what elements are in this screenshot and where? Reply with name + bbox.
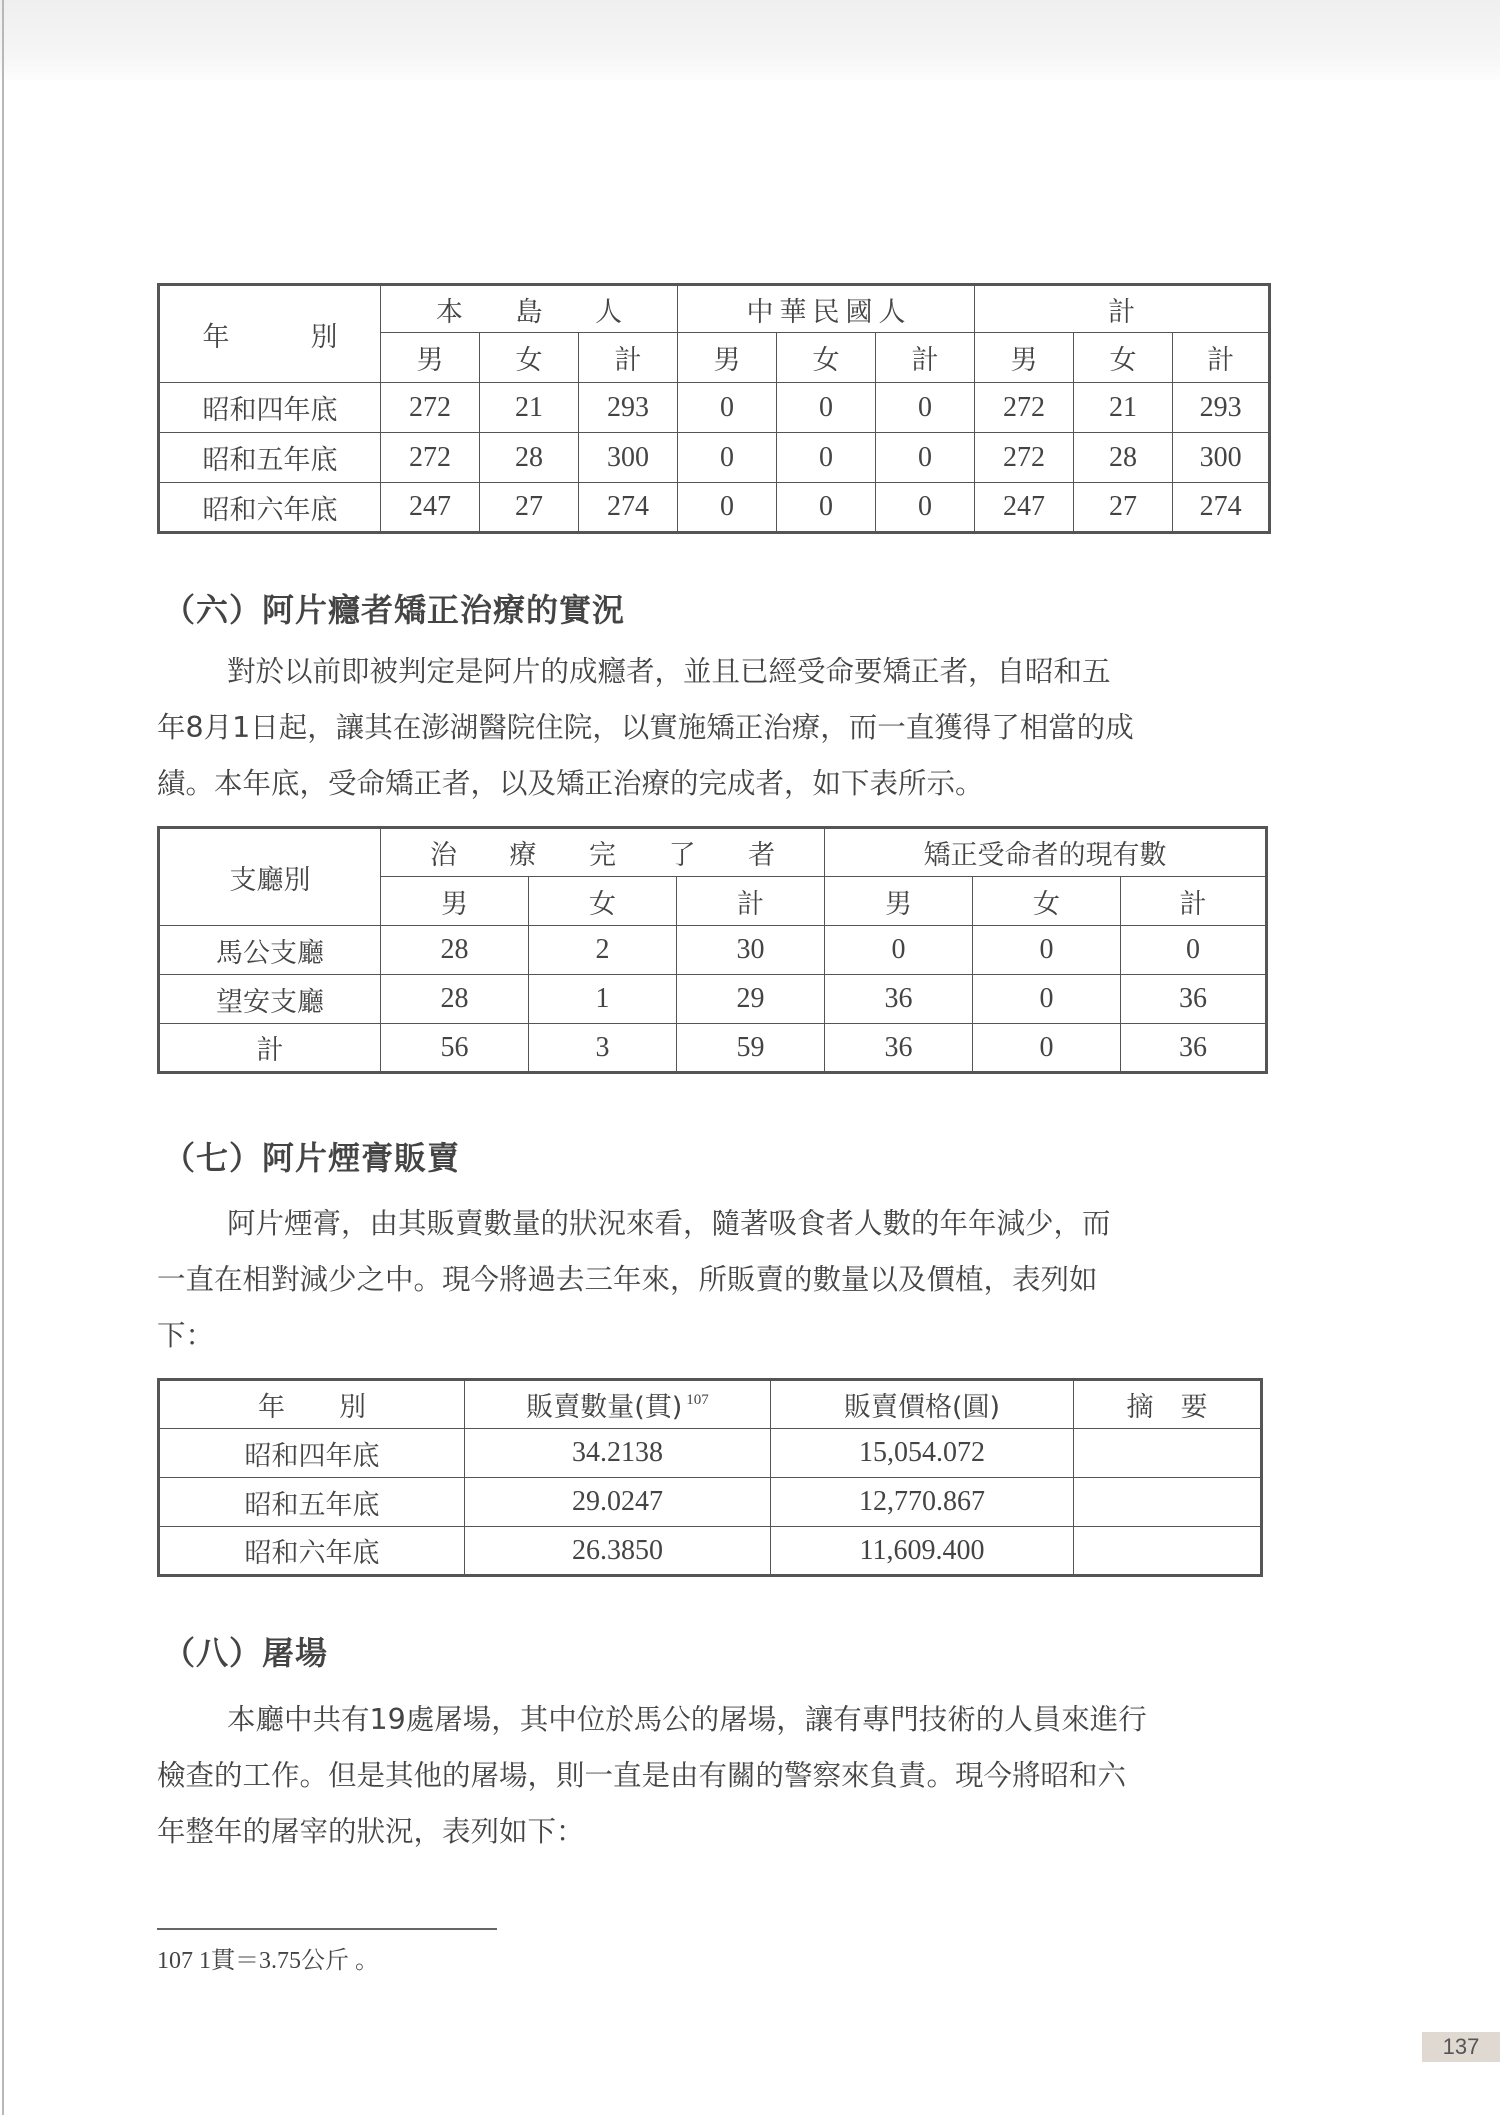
cell: 0 [777, 383, 876, 433]
section-8-paragraph [157, 1692, 1272, 1860]
footnote-107: 107 1貫＝3.75公斤 。 [157, 1948, 379, 1974]
header-female: 女 [777, 333, 876, 383]
cell: 36 [825, 1024, 973, 1073]
cell: 0 [876, 383, 975, 433]
cell: 0 [973, 975, 1121, 1024]
cell: 272 [381, 433, 480, 483]
header-price: 販賣價格(圓) [771, 1380, 1074, 1429]
cell: 27 [1074, 483, 1173, 533]
row-year: 昭和五年底 [159, 433, 381, 483]
cell-quantity: 29.0247 [465, 1478, 771, 1527]
row-year: 昭和六年底 [159, 483, 381, 533]
section-heading-7: （七）阿片煙膏販賣 [163, 1139, 461, 1177]
page-binding-edge [2, 0, 4, 2115]
cell: 29 [677, 975, 825, 1024]
header-total: 計 [677, 877, 825, 926]
table-row [159, 1429, 1262, 1478]
row-branch: 馬公支廳 [159, 926, 381, 975]
cell: 56 [381, 1024, 529, 1073]
cell-remarks [1074, 1478, 1262, 1527]
footnote-ref[interactable]: 107 [686, 1392, 709, 1408]
cell: 0 [678, 383, 777, 433]
header-male: 男 [825, 877, 973, 926]
paragraph-line: 阿片煙膏，由其販賣數量的狀況來看，隨著吸食者人數的年年減少，而 [227, 1207, 1111, 1240]
cell: 36 [825, 975, 973, 1024]
table-row [159, 483, 1270, 533]
header-total: 計 [1173, 333, 1270, 383]
header-group-total: 計 [975, 285, 1270, 333]
cell: 0 [678, 483, 777, 533]
row-branch: 望安支廳 [159, 975, 381, 1024]
header-group-roc: 中華民國人 [678, 285, 975, 333]
cell: 272 [975, 383, 1074, 433]
header-male: 男 [975, 333, 1074, 383]
table-header-row [159, 828, 1267, 877]
cell: 21 [1074, 383, 1173, 433]
footnote-divider [157, 1928, 497, 1930]
header-female: 女 [529, 877, 677, 926]
cell: 0 [1121, 926, 1267, 975]
population-table [157, 283, 1271, 534]
header-group-taiwanese: 本 島 人 [381, 285, 678, 333]
cell: 0 [777, 433, 876, 483]
cell: 1 [529, 975, 677, 1024]
cell: 2 [529, 926, 677, 975]
table-row [159, 1527, 1262, 1576]
paragraph-line: 年8月1日起，讓其在澎湖醫院住院，以實施矯正治療，而一直獲得了相當的成 [157, 711, 1134, 744]
header-male: 男 [381, 877, 529, 926]
paragraph-line: 檢查的工作。但是其他的屠場，則一直是由有關的警察來負責。現今將昭和六 [157, 1759, 1127, 1792]
cell: 36 [1121, 1024, 1267, 1073]
cell: 0 [825, 926, 973, 975]
cell-price: 12,770.867 [771, 1478, 1074, 1527]
cell: 0 [973, 1024, 1121, 1073]
cell: 0 [973, 926, 1121, 975]
header-total: 計 [876, 333, 975, 383]
cell: 293 [1173, 383, 1270, 433]
table-row [159, 1024, 1267, 1073]
cell: 293 [579, 383, 678, 433]
paragraph-line: 年整年的屠宰的狀況，表列如下： [157, 1815, 585, 1848]
cell: 0 [876, 483, 975, 533]
table-row [159, 975, 1267, 1024]
cell-quantity: 26.3850 [465, 1527, 771, 1576]
cell: 28 [1074, 433, 1173, 483]
cell: 300 [579, 433, 678, 483]
paragraph-line: 對於以前即被判定是阿片的成癮者，並且已經受命要矯正者，自昭和五 [227, 655, 1111, 688]
header-female: 女 [1074, 333, 1173, 383]
cell: 272 [381, 383, 480, 433]
table-row [159, 433, 1270, 483]
section-heading-6: （六）阿片癮者矯正治療的實況 [163, 591, 626, 629]
cell-price: 15,054.072 [771, 1429, 1074, 1478]
row-year: 昭和四年底 [159, 383, 381, 433]
header-female: 女 [480, 333, 579, 383]
table-row [159, 1478, 1262, 1527]
cell: 0 [876, 433, 975, 483]
paragraph-line: 一直在相對減少之中。現今將過去三年來，所販賣的數量以及價植，表列如 [157, 1263, 1098, 1296]
cell: 0 [678, 433, 777, 483]
header-branch: 支廳別 [159, 828, 381, 926]
cell: 272 [975, 433, 1074, 483]
paragraph-line: 下： [157, 1319, 215, 1352]
paragraph-line: 績。本年底，受命矯正者，以及矯正治療的完成者，如下表所示。 [157, 767, 984, 800]
page-number: 137 [1422, 2032, 1500, 2062]
cell: 3 [529, 1024, 677, 1073]
section-heading-8: （八）屠場 [163, 1634, 329, 1672]
cell: 300 [1173, 433, 1270, 483]
cell: 247 [975, 483, 1074, 533]
cell: 59 [677, 1024, 825, 1073]
cell: 274 [579, 483, 678, 533]
header-female: 女 [973, 877, 1121, 926]
cell-quantity: 34.2138 [465, 1429, 771, 1478]
row-year: 昭和五年底 [159, 1478, 465, 1527]
table-row [159, 383, 1270, 433]
header-quantity [465, 1380, 771, 1429]
row-year: 昭和六年底 [159, 1527, 465, 1576]
cell: 27 [480, 483, 579, 533]
header-quantity-label: 販賣數量(貫) [526, 1392, 683, 1423]
header-total: 計 [1121, 877, 1267, 926]
cell-price: 11,609.400 [771, 1527, 1074, 1576]
header-male: 男 [678, 333, 777, 383]
sales-table [157, 1378, 1263, 1577]
cell: 247 [381, 483, 480, 533]
treatment-table [157, 826, 1268, 1074]
cell: 28 [480, 433, 579, 483]
row-branch: 計 [159, 1024, 381, 1073]
cell: 28 [381, 975, 529, 1024]
scan-top-band [0, 0, 1500, 80]
cell-remarks [1074, 1527, 1262, 1576]
cell-remarks [1074, 1429, 1262, 1478]
header-year: 年 別 [159, 285, 381, 383]
header-remarks: 摘 要 [1074, 1380, 1262, 1429]
header-group-completed: 治 療 完 了 者 [381, 828, 825, 877]
table-header-row [159, 285, 1270, 333]
row-year: 昭和四年底 [159, 1429, 465, 1478]
cell: 21 [480, 383, 579, 433]
section-6-paragraph [157, 644, 1272, 812]
cell: 30 [677, 926, 825, 975]
header-male: 男 [381, 333, 480, 383]
table-row [159, 926, 1267, 975]
table-header-row [159, 1380, 1262, 1429]
paragraph-line: 本廳中共有19處屠場，其中位於馬公的屠場，讓有專門技術的人員來進行 [227, 1703, 1147, 1736]
cell: 36 [1121, 975, 1267, 1024]
header-group-current: 矯正受命者的現有數 [825, 828, 1267, 877]
cell: 28 [381, 926, 529, 975]
header-year: 年 別 [159, 1380, 465, 1429]
cell: 274 [1173, 483, 1270, 533]
cell: 0 [777, 483, 876, 533]
header-total: 計 [579, 333, 678, 383]
section-7-paragraph [157, 1196, 1272, 1364]
